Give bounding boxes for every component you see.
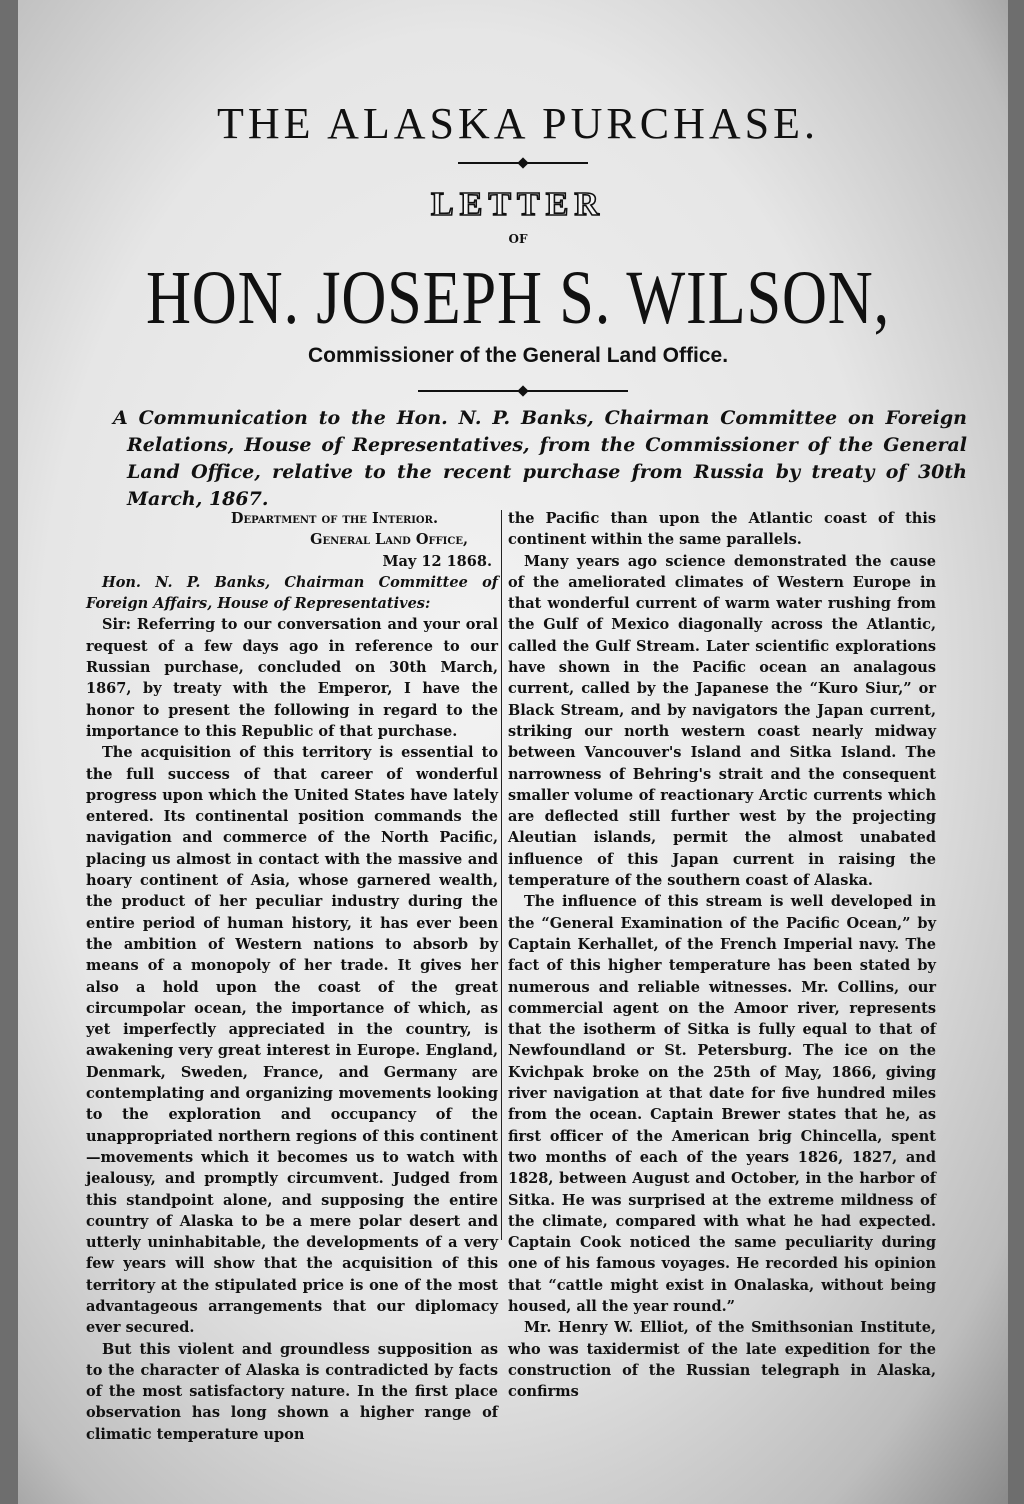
paragraph: Many years ago science demonstrated the cause of the ameliorated climates of Western Europe in that wonderful current of warm water rushing from the Gulf of Mexico diagonally across the Atlantic, called the Gulf Stream. Later scientific explorations have shown in the Pacific ocean an analagous current, called by the Japanese the “Kuro Siur,” or Black Stream, and by navigators the Japan current, striking our north western coast nearly midway between Vancouver's Island and Sitka Island. The narrowness of Behring's strait and the consequent smaller volume of reactionary Arctic currents which are deflected still further west by the projecting Aleutian islands, permit the almost unabated influence of this Japan current in raising the temperature of the southern coast of Alaska. [508, 552, 936, 890]
letterhead-department: Department of the Interior. [230, 510, 438, 527]
letterhead-office: General Land Office, [310, 531, 468, 549]
left-column [86, 508, 498, 1445]
paragraph: Mr. Henry W. Elliot, of the Smithsonian Institute, who was taxidermist of the late expedition for the construction of the Russian telegraph in Alaska, confirms [508, 1319, 936, 1401]
document-page [18, 0, 1008, 1504]
paragraph: the Pacific than upon the Atlantic coast of this continent within the same parallels. [508, 510, 936, 549]
intro-paragraph: A Communication to the Hon. N. P. Banks, Chairman Committee on Foreign Relations, House of Representatives, from the Commissioner of the General Land Office, relative to the recent purchase from Russia by treaty of 30th March, 1867. [113, 407, 967, 510]
author-role: Commissioner of the General Land Office. [307, 344, 729, 367]
column-divider [501, 510, 502, 1240]
document-title: THE ALASKA PURCHASE. [217, 99, 819, 148]
ornament-diamond-2 [517, 385, 528, 396]
ornament-diamond [517, 157, 528, 168]
paragraph: But this violent and groundless supposition as to the character of Alaska is contradicted by facts of the most satisfactory nature. In the first place observation has long shown a higher range of climatic temperature upon [86, 1340, 498, 1443]
of-label: OF [508, 232, 528, 246]
right-column [508, 508, 936, 1402]
addressee: Hon. N. P. Banks, Chairman Committee of Foreign Affairs, House of Representatives: [86, 573, 498, 613]
paragraph: The influence of this stream is well developed in the “General Examination of the Pacific Ocean,” by Captain Kerhallet, of the French Imperial navy. The fact of this higher temperature has been stated by numerous and reliable witnesses. Mr. Collins, our commercial agent on the Amoor river, represents that the isotherm of Sitka is fully equal to that of Newfoundland or St. Petersburg. The ice on the Kvichpak broke on the 25th of May, 1866, giving river navigation at that date for five hundred miles from the ocean. Captain Brewer states that he, as first officer of the American brig Chincella, spent two months of each of the years 1826, 1827, and 1828, between August and October, in the harbor of Sitka. He was surprised at the extreme mildness of the climate, compared with what he had expected. Captain Cook noticed the same peculiarity during one of his famous voyages. He recorded his opinion that “cattle might exist in Onalaska, without being housed, all the year round.” [508, 893, 936, 1315]
author-name: HON. JOSEPH S. WILSON, [145, 256, 891, 340]
letter-heading: LETTER [431, 186, 605, 223]
letter-date: May 12 1868. [382, 552, 492, 570]
paragraph: The acquisition of this territory is essential to the full success of that career of wonderful progress upon which the United States have lately entered. Its continental position commands the navigation and commerce of the North Pacific, placing us almost in contact with the massive and hoary continent of Asia, whose garnered wealth, the product of her peculiar industry during the entire period of human history, it has ever been the ambition of Western nations to absorb by means of a monopoly of her trade. It gives her also a hold upon the coast of the great circumpolar ocean, the importance of which, as yet imperfectly appreciated in the country, is awakening very great interest in Europe. England, Denmark, Sweden, France, and Germany are contemplating and organizing movements looking to the exploration and occupancy of the unappropriated northern regions of this continent—movements which it becomes us to watch with jealousy, and promptly circumvent. Judged from this standpoint alone, and supposing the entire country of Alaska to be a mere polar desert and utterly uninhabitable, the developments of a very few years will show that the acquisition of this territory at the stipulated price is one of the most advantageous arrangements that our diplomacy ever secured. [86, 744, 498, 1337]
paragraph: Sir: Referring to our conversation and your oral request of a few days ago in reference to our Russian purchase, concluded on 30th March, 1867, by treaty with the Emperor, I have the honor to present the following in regard to the importance to this Republic of that purchase. [86, 616, 498, 740]
